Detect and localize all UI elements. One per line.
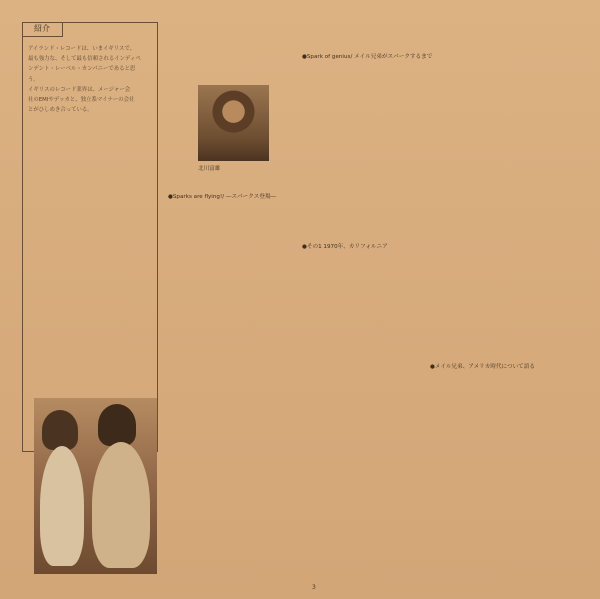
section-heading-1970: ●その1 1970年、カリフォルニア — [302, 244, 388, 250]
text-line: アイランド・レコードは、いまイギリスで、 — [28, 46, 136, 52]
frame-title: 紹介 — [22, 22, 63, 37]
figure-head — [98, 404, 136, 446]
text-line: 社のEMIやデッカと、独立系マイナーの会社 — [28, 96, 135, 103]
portrait-photo — [198, 85, 269, 161]
page-number: 3 — [312, 584, 316, 591]
intro-column — [28, 44, 150, 115]
text-line: とがひしめき合っている。 — [28, 107, 93, 114]
figure-head — [42, 410, 78, 450]
text-line: ンデント・レーベル・カンパニーであると思 — [28, 66, 136, 73]
figure-body — [40, 446, 84, 566]
band-photo — [34, 398, 157, 574]
figure-body — [92, 442, 150, 568]
text-line: イギリスのレコード業界は、メージャー会 — [28, 86, 131, 93]
portrait-caption: 北川富雄 — [198, 166, 221, 172]
text-line: 最も強力な、そして最も信頼されるインディペ — [28, 56, 141, 63]
section-heading-sparks-flying: ●Sparks are flying!/ ―スパークス登場― — [168, 194, 277, 200]
section-heading-america-years: ●メイル兄弟、アメリカ時代について語る — [430, 364, 535, 370]
text-line: う。 — [28, 76, 39, 83]
section-heading-spark-of-genius: ●Spark of genius/ メイル兄弟がスパークするまで — [302, 54, 433, 60]
